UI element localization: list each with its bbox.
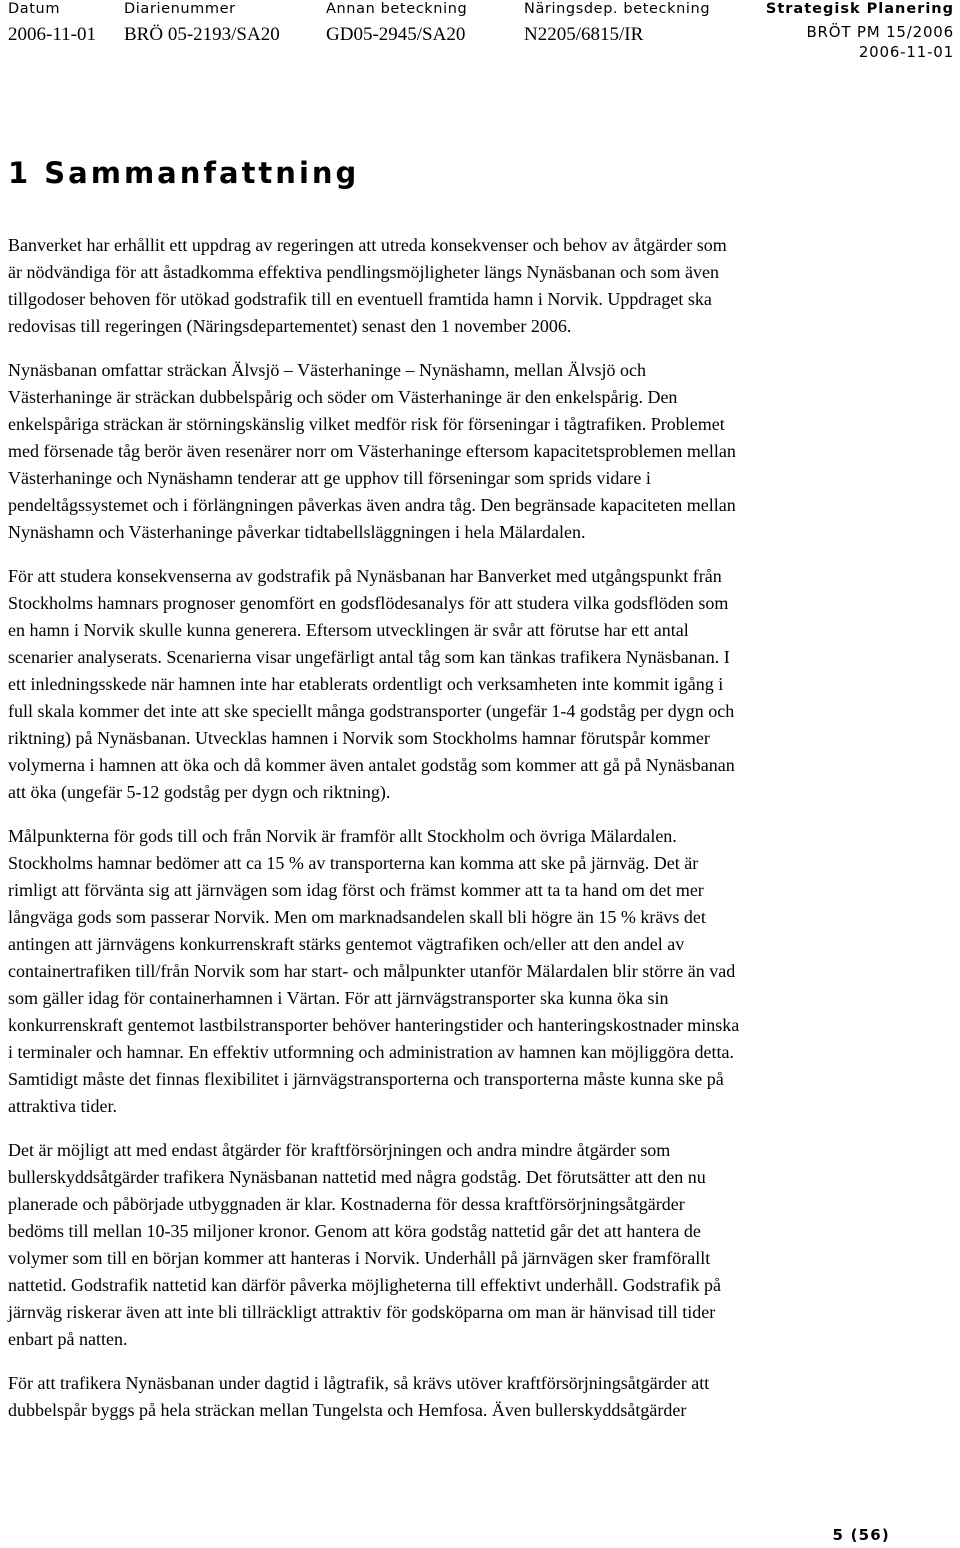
- paragraph-line: rimligt att förvänta sig att järnvägen som idag först och främst kommer att ta ta hand om det mer: [8, 880, 704, 900]
- header-naringsdep-beteckning-label: Näringsdep. beteckning: [524, 1, 711, 17]
- paragraph-line: en hamn i Norvik skulle kunna generera. Eftersom utvecklingen är svår att förutse har ett antal: [8, 620, 689, 640]
- header-department-title: Strategisk Planering: [765, 1, 954, 17]
- header-diarienummer-value: BRÖ 05-2193/SA20: [124, 24, 280, 45]
- paragraph-line: Nynäshamn och Västerhaninge påverkar tidtabellsläggningen i hela Mälardalen.: [8, 522, 586, 542]
- paragraph-line: Västerhaninge är sträckan dubbelspårig och söder om Västerhaninge är den enkelspårig. Den: [8, 387, 678, 407]
- header-diarienummer-label: Diarienummer: [124, 1, 236, 17]
- header-naringsdep-beteckning-value: N2205/6815/IR: [524, 24, 644, 45]
- header-diarienummer: [124, 0, 280, 47]
- document-header: [0, 0, 960, 70]
- paragraph-line: är nödvändiga för att åstadkomma effektiva pendlingsmöjligheter längs Nynäsbanan och som även: [8, 262, 719, 282]
- page-number: 5 (56): [832, 1526, 890, 1544]
- paragraph-line: pendeltågssystemet och i förlängningen påverkas även andra tåg. Den begränsade kapaciteten mellan: [8, 495, 736, 515]
- paragraph-line: med försenade tåg berör även resenärer norr om Västerhaninge eftersom kapacitetsproblemen mellan: [8, 441, 736, 461]
- summary-body: [8, 232, 956, 1441]
- paragraph-line: Samtidigt måste det finnas flexibilitet i järnvägstransporterna och transporterna måste kunna ske på: [8, 1069, 724, 1089]
- section-heading: 1 Sammanfattning: [8, 156, 360, 190]
- paragraph-line: som gäller idag för containerhamnen i Värtan. För att järnvägstransporter ska kunna öka sin: [8, 988, 669, 1008]
- paragraph-line: konkurrenskraft gentemot lastbilstransporter behöver hanteringstider och hanteringskostnader minska: [8, 1015, 740, 1035]
- paragraph-line: För att trafikera Nynäsbanan under dagtid i lågtrafik, så krävs utöver kraftförsörjningsåtgärder att: [8, 1373, 710, 1393]
- paragraph-line: planerade och påbörjade utbyggnaden är klar. Kostnaderna för dessa kraftförsörjningsåtgärder: [8, 1194, 685, 1214]
- paragraph-line: enkelspåriga sträckan är störningskänslig vilket medför risk för förseningar i tågtrafiken. Problemet: [8, 414, 725, 434]
- paragraph-line: långväga gods som passerar Norvik. Men om marknadsandelen skall bli högre än 15 % krävs det: [8, 907, 706, 927]
- paragraph-line: För att studera konsekvenserna av godstrafik på Nynäsbanan har Banverket med utgångspunkt från: [8, 566, 722, 586]
- paragraph-line: enbart på natten.: [8, 1329, 128, 1349]
- paragraph-line: redovisas till regeringen (Näringsdepartementet) senast den 1 november 2006.: [8, 316, 572, 336]
- paragraph-line: att öka (ungefär 5-12 godståg per dygn och riktning).: [8, 782, 391, 802]
- paragraph-line: i terminaler och hamnar. En effektiv utformning och administration av hamnen kan möjliggöra detta.: [8, 1042, 734, 1062]
- paragraph: [8, 1137, 956, 1353]
- paragraph-line: tillgodoser behoven för utökad godstrafik till en eventuell framtida hamn i Norvik. Uppdraget ska: [8, 289, 712, 309]
- paragraph-line: attraktiva tider.: [8, 1096, 117, 1116]
- paragraph-line: Det är möjligt att med endast åtgärder för kraftförsörjningen och andra mindre åtgärder som: [8, 1140, 671, 1160]
- paragraph-line: Västerhaninge och Nynäshamn tenderar att ge upphov till förseningar som sprids vidare i: [8, 468, 651, 488]
- paragraph-line: bullerskyddsåtgärder trafikera Nynäsbanan nattetid med några godståg. Det förutsätter att den nu: [8, 1167, 706, 1187]
- paragraph-line: volymer som till en början kommer att hanteras i Norvik. Underhåll på järnvägen sker framförallt: [8, 1248, 711, 1268]
- paragraph: [8, 232, 956, 340]
- paragraph-line: ett inledningsskede när hamnen inte har etablerats ordentligt och verksamheten inte kommit igång i: [8, 674, 724, 694]
- paragraph-line: Nynäsbanan omfattar sträckan Älvsjö – Västerhaninge – Nynäshamn, mellan Älvsjö och: [8, 360, 647, 380]
- paragraph: [8, 823, 956, 1120]
- header-date-label: Datum: [8, 1, 61, 17]
- paragraph-line: antingen att järnvägens konkurrenskraft stärks gentemot vägtrafiken och/eller att den andel av: [8, 934, 685, 954]
- paragraph-line: full skala kommer det inte att ske speciellt många godstransporter (ungefär 1-4 godståg per dygn och: [8, 701, 735, 721]
- paragraph-line: volymerna i hamnen att öka och då kommer även antalet godståg som kommer att gå på Nynäsbanan: [8, 755, 735, 775]
- header-pm-date: 2006-11-01: [858, 43, 954, 61]
- paragraph-line: containertrafiken till/från Norvik som har start- och målpunkter utanför Mälardalen blir större än vad: [8, 961, 736, 981]
- header-annan-beteckning: [326, 0, 467, 47]
- paragraph-line: järnväg riskerar även att inte bli tillräckligt attraktiv för godsköparna om man är hänvisad till tider: [8, 1302, 716, 1322]
- paragraph: [8, 357, 956, 546]
- paragraph-line: Stockholms hamnar bedömer att ca 15 % av transporterna kan komma att ske på järnväg. Det är: [8, 853, 699, 873]
- paragraph-line: Stockholms hamnars prognoser genomfört en godsflödesanalys för att studera vilka godsflöden som: [8, 593, 729, 613]
- paragraph: [8, 563, 956, 806]
- header-naringsdep-beteckning: [524, 0, 710, 47]
- header-annan-beteckning-value: GD05-2945/SA20: [326, 24, 466, 45]
- paragraph-line: bedöms till mellan 10-35 miljoner kronor. Genom att köra godståg nattetid går det att hantera de: [8, 1221, 701, 1241]
- paragraph-line: dubbelspår byggs på hela sträckan mellan Tungelsta och Hemfosa. Även bullerskyddsåtgärder: [8, 1400, 687, 1420]
- paragraph-line: scenarier analyserats. Scenarierna visar ungefärligt antal tåg som kan tänkas trafikera Nynäsbanan. I: [8, 647, 730, 667]
- header-date: [8, 0, 96, 47]
- paragraph-line: Banverket har erhållit ett uppdrag av regeringen att utreda konsekvenser och behov av åtgärder som: [8, 235, 727, 255]
- paragraph-line: Målpunkterna för gods till och från Norvik är framför allt Stockholm och övriga Mälardalen.: [8, 826, 677, 846]
- header-pm-number: BRÖT PM 15/2006: [806, 23, 954, 41]
- paragraph-line: riktning) på Nynäsbanan. Utvecklas hamnen i Norvik som Stockholms hamnar förutspår kommer: [8, 728, 710, 748]
- header-date-value: 2006-11-01: [8, 24, 96, 45]
- header-department: [766, 0, 954, 62]
- header-annan-beteckning-label: Annan beteckning: [326, 1, 468, 17]
- paragraph: [8, 1370, 956, 1424]
- paragraph-line: nattetid. Godstrafik nattetid kan därför påverka möjligheterna till effektivt underhåll. Godstrafik på: [8, 1275, 721, 1295]
